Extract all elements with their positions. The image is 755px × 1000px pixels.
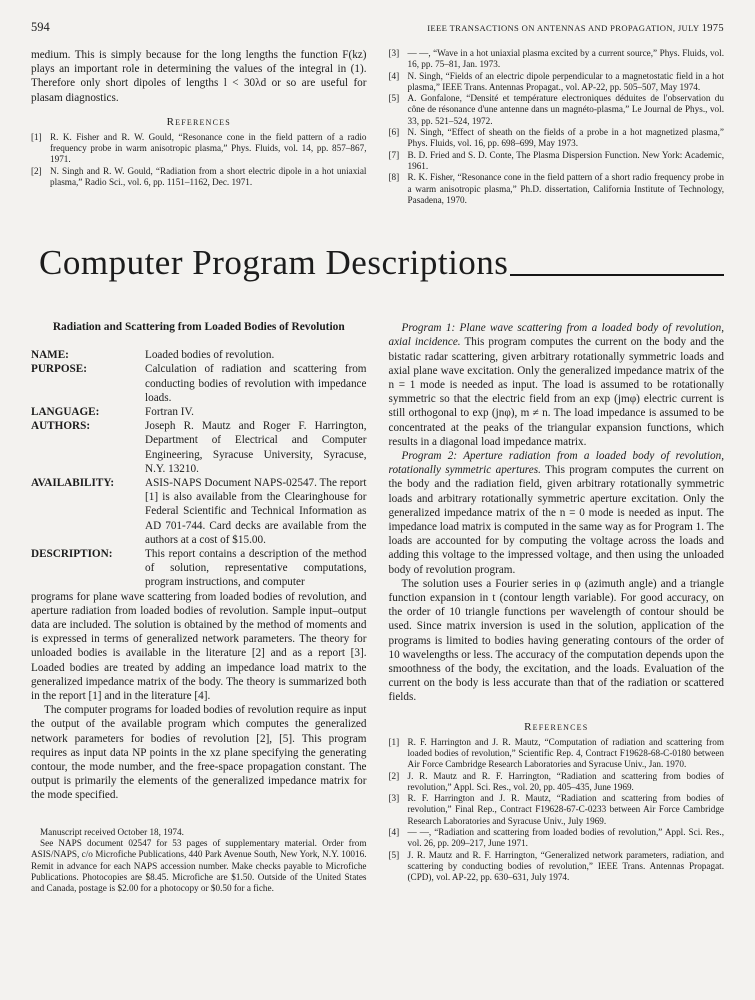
program1-lead: Program 1: Plane wave scattering from a loaded body of revolution, axial incidence. [388, 322, 724, 349]
reference-item [389, 93, 725, 127]
description-continued: programs for plane wave scattering from loaded bodies of revolution, and aperture radiation from loaded bodies of revolution. Sample input–output data are included. The solution is obtained by the method of moments and is expressed in terms of generalized network parameters. The theory for unloaded bodies is available in the literature [2] and as a report [3]. Loaded bodies are treated by adding an impedance load matrix to the generalized impedance matrix of the body. The theory is summarized both in the report [1] and in the literature [4]. [31, 590, 367, 703]
reference-text: R. F. Harrington and J. R. Mautz, “Radiation and scattering from bodies of revolution,” Final Rep., Contract F19628-67-C-0233 between Air Force Cambridge Research Laboratories and Syracuse Univ., July 1969. [407, 793, 724, 826]
intro-paragraph: medium. This is simply because for the long lengths the function F(kz) plays an important role in determining the values of the integral in (1). Therefore only short dipoles of lengths l < 30λd or so are useful for plasam diagnostics. [31, 49, 367, 104]
field-value: ASIS-NAPS Document NAPS-02547. The report [1] is also available from the Clearinghouse for Federal Scientific and Technical Information as AD 701-744. Card decks are available from the authors at a cost of $15.00. [145, 476, 367, 546]
reference-number: [3] [388, 48, 400, 58]
reference-text: J. R. Mautz and R. F. Harrington, “Generalized network parameters, radiation, and scattering by conducting bodies of revolution,” IEEE Trans. Antennas Propagat. (CPD), vol. AP-22, pp. 630–631, July 1974. [407, 849, 724, 883]
journal-title [427, 23, 724, 34]
field-value: Fortran IV. [145, 405, 194, 418]
field-label: LANGUAGE: [31, 405, 100, 418]
right-reference-list [389, 48, 725, 206]
reference-text: R. K. Fisher, “Resonance cone in the field pattern of a short radio frequency probe in a warm anisotropic plasma,” Ph.D. dissertation, California Institute of Technology, Pasadena, 1970. [407, 172, 724, 205]
field-value: Loaded bodies of revolution. [145, 349, 275, 362]
article-section [31, 321, 724, 894]
page-number: 594 [31, 20, 50, 34]
article-right-column [389, 321, 725, 894]
article-references-heading: References [524, 720, 589, 733]
field-label: PURPOSE: [31, 363, 87, 376]
reference-text: J. R. Mautz and R. F. Harrington, “Radiation and scattering from bodies of revolution,” Appl. Sci. Res., vol. 20, pp. 405–435, June 1969. [407, 770, 724, 792]
article-title: Radiation and Scattering from Loaded Bodies of Revolution [52, 321, 345, 334]
reference-item [389, 150, 725, 173]
reference-text: R. K. Fisher and R. W. Gould, “Resonance cone in the field pattern of a radio frequency probe in warm anisotropic plasma,” Phys. Fluids, vol. 14, pp. 857–867, 1971. [50, 131, 367, 165]
reference-item [389, 71, 725, 94]
reference-number: [6] [388, 127, 400, 138]
top-section [31, 48, 724, 206]
reference-number: [1] [31, 131, 42, 142]
reference-text: N. Singh and R. W. Gould, “Radiation from a short electric dipole in a hot uniaxial plasma,” Radio Sci., vol. 6, pp. 1151–1162, Dec. 1971. [50, 165, 367, 187]
footnote-block [31, 827, 367, 895]
reference-item [389, 771, 725, 794]
section-heading-row [39, 243, 724, 283]
journal-name: IEEE TRANSACTIONS ON ANTENNAS AND PROPAGATION, JULY [427, 23, 700, 33]
program2-paragraph [389, 449, 725, 577]
reference-number: [4] [388, 827, 400, 838]
field-value: Joseph R. Mautz and Roger F. Harrington, Department of Electrical and Computer Engineering, Syracuse University, Syracuse, N.Y. 13210. [145, 420, 367, 475]
field-row [31, 405, 367, 419]
program2-text: This program computes the current on the body and the radiation field, given arbitrary rotationally symmetric loads and arbitrary rotationally symmetric aperture excitation. Only the generalized impedance matrix of the n = 0 mode is needed as input. The impedance load matrix is computed in the same way as for Program 1. The loads are accounted for by computing the voltage across the loads and adding this voltage to the impressed voltage, and then using the unloaded body of revolution program. [388, 464, 725, 576]
top-left-column [31, 48, 367, 206]
reference-number: [2] [31, 165, 42, 176]
reference-item [389, 793, 725, 827]
field-label: NAME: [31, 349, 69, 362]
field-row [31, 362, 367, 405]
reference-item [389, 127, 725, 150]
reference-item [31, 132, 367, 166]
field-label: AUTHORS: [31, 420, 91, 433]
field-row [31, 348, 367, 362]
body-paragraph-3: The solution uses a Fourier series in φ (azimuth angle) and a triangle function expansion in t (contour length variable). For good accuracy, on the order of 10 triangle functions per wavelength of contour should be used. Since matrix inversion is used in the solution, application of the programs is limited to bodies having generating contours of the order of 10 wavelengths or less. The accuracy of the computation depends upon the smoothness of the body, the excitation, and the loads. Evaluation of the current on the body is less accurate than that of the radiation or scattered fields. [388, 577, 724, 704]
article-reference-list [389, 737, 725, 884]
reference-number: [2] [388, 770, 400, 781]
program1-text: This program computes the current on the body and the bistatic radar scattering, given arbitrary rotationally symmetric loads and axial plane wave excitation. Only the generalized impedance matrix of the n = 1 mode is needed as input. The load is assumed to be rotationally symmetric so that the electric field from an exp (jmφ) electric current is still orthogonal to exp (jnφ), m ≠ n. The load impedance is assumed to be concentrated at the peaks of the triangular expansion functions, which results in a diagonal load impedance matrix. [388, 336, 725, 448]
reference-item [389, 827, 725, 850]
reference-text: N. Singh, “Effect of sheath on the fields of a probe in a hot magnetized plasma,” Phys. Fluids, vol. 16, pp. 698–699, May 1973. [407, 127, 724, 149]
heading-rule [510, 274, 724, 276]
left-reference-list [31, 132, 367, 188]
reference-number: [8] [388, 172, 400, 183]
reference-number: [1] [388, 736, 400, 747]
top-right-column [389, 48, 725, 206]
reference-item [389, 850, 725, 884]
reference-text: — —, “Wave in a hot uniaxial plasma excited by a current source,” Phys. Fluids, vol. 16, pp. 75–81, Jan. 1973. [407, 48, 724, 70]
field-row [31, 419, 367, 476]
field-value: This report contains a description of the method of solution, representative computations, program instructions, and computer [145, 548, 367, 589]
field-label: DESCRIPTION: [31, 548, 113, 560]
journal-year: 1975 [701, 23, 724, 34]
field-value: Calculation of radiation and scattering from conducting bodies of revolution with impedance loads. [145, 363, 367, 404]
field-row [31, 547, 367, 590]
field-label: AVAILABILITY: [31, 476, 115, 489]
program1-paragraph [389, 321, 725, 449]
reference-text: N. Singh, “Fields of an electric dipole perpendicular to a magnetostatic field in a hot plasma,” IEEE Trans. Antennas Propagat., vol. AP-22, pp. 505–507, May 1974. [407, 70, 724, 92]
reference-item [389, 48, 725, 71]
running-header [31, 20, 724, 35]
reference-number: [3] [388, 793, 400, 804]
program-field-list [31, 348, 367, 589]
reference-text: B. D. Fried and S. D. Conte, The Plasma Dispersion Function. New York: Academic, 1961. [407, 149, 724, 171]
reference-text: R. F. Harrington and J. R. Mautz, “Computation of radiation and scattering from loaded bodies of revolution,” Scientific Rep. 4, Contract F19628-68-C-0180 between Air Force Cambridge Research Laboratories and Syracuse Univ., Jan. 1970. [407, 736, 724, 770]
program2-lead: Program 2: Aperture radiation from a loaded body of revolution, rotationally symmetric apertures. [388, 449, 724, 477]
reference-item [389, 172, 725, 206]
reference-text: — —, “Radiation and scattering from loaded bodies of revolution,” Appl. Sci. Res., vol. 26, pp. 209–217, June 1971. [407, 827, 724, 849]
reference-number: [7] [388, 149, 400, 160]
reference-number: [5] [388, 93, 400, 104]
reference-text: A. Gonfalone, “Densité et température electroniques déduites de l'observation du cône de résonance d'une antenne dans un magnéto-plasma,” Le Journal de Phys., vol. 33, pp. 521–524, 1972. [407, 93, 724, 126]
reference-item [389, 737, 725, 771]
reference-item [31, 166, 367, 189]
article-left-column [31, 321, 367, 894]
footnote-naps: See NAPS document 02547 for 53 pages of supplementary material. Order from ASIS/NAPS, c/o Microfiche Publications, 440 Park Avenue South, New York, N.Y. 10016. Remit in advance for each NAPS accession number. Make checks payable to Microfiche Publications. Photocopies are $8.45. Microfiche are $1.50. Outside of the United States and Canada, postage is $2.00 for a photocopy or $0.50 for a fiche. [31, 837, 367, 894]
field-row [31, 476, 367, 547]
section-heading: Computer Program Descriptions [39, 243, 509, 283]
reference-number: [5] [388, 849, 400, 860]
references-heading: References [166, 115, 231, 128]
body-paragraph-2: The computer programs for loaded bodies of revolution require as input the output of the available program which computes the generalized network parameters for bodies of revolution [2], [5]. This program requires as input data NP points in the xz plane specifying the generating contour, the mode number, and the free-space propagation constant. The output is primarily the elements of the generalized impedance matrix for the mode specified. [31, 704, 367, 802]
footnote-received: Manuscript received October 18, 1974. [40, 826, 184, 837]
reference-number: [4] [388, 70, 400, 81]
